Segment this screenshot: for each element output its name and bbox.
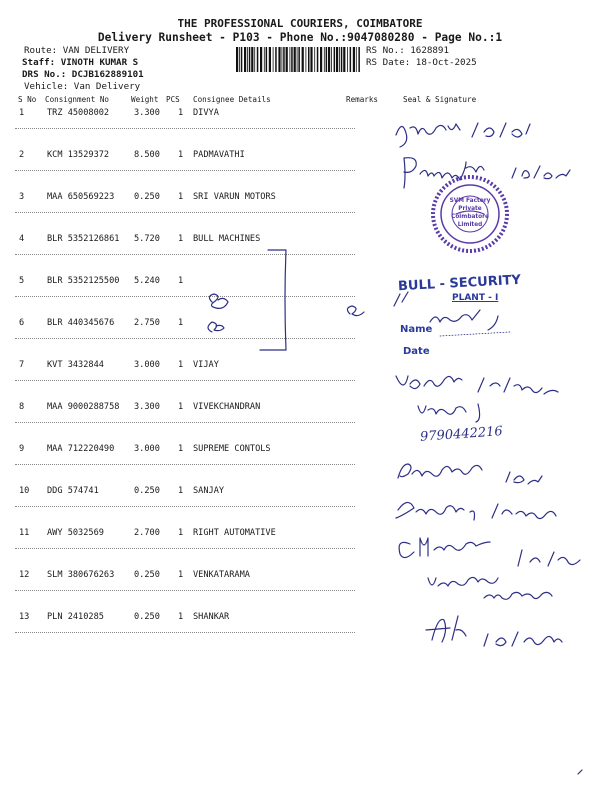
barcode-bar xyxy=(336,47,338,72)
row-divider xyxy=(15,170,355,171)
table-row xyxy=(0,234,600,248)
bracket-mark xyxy=(260,250,286,350)
row-sno: 2 xyxy=(19,150,25,160)
table-row xyxy=(0,360,600,374)
barcode-bar xyxy=(278,47,280,72)
barcode-bar xyxy=(320,47,322,72)
row-pcs: 1 xyxy=(178,402,184,412)
barcode-bar xyxy=(326,47,328,72)
table-row xyxy=(0,402,600,416)
col-remarks: Remarks xyxy=(346,95,379,104)
barcode-bar xyxy=(334,47,336,72)
col-consignee: Consignee Details xyxy=(193,95,271,104)
row-sno: 6 xyxy=(19,318,25,328)
col-pcs: PCS xyxy=(166,95,180,104)
barcode-bar xyxy=(353,47,355,72)
barcode-bar xyxy=(356,47,357,72)
barcode-bar xyxy=(244,47,246,72)
row-weight: 3.300 xyxy=(134,402,160,412)
table-row xyxy=(0,612,600,626)
row-consignee: SHANKAR xyxy=(193,612,230,622)
row-weight: 5.720 xyxy=(134,234,160,244)
security-stamp-title: BULL - SECURITY xyxy=(397,272,522,295)
row-pcs: 1 xyxy=(178,444,184,454)
row-divider xyxy=(15,464,355,465)
rs-number: RS No.: 1628891 xyxy=(366,45,449,56)
barcode-bar xyxy=(236,47,238,72)
row-consignee: VIJAY xyxy=(193,360,219,370)
barcode-bar xyxy=(247,47,248,72)
row-sno: 8 xyxy=(19,402,25,412)
corner-mark xyxy=(578,770,582,774)
barcode-bar xyxy=(286,47,288,72)
row-weight: 8.500 xyxy=(134,150,160,160)
barcode-bar xyxy=(298,47,300,72)
row-pcs: 1 xyxy=(178,234,184,244)
row-consignment: KVT 3432844 xyxy=(47,360,104,370)
rs-date: RS Date: 18-Oct-2025 xyxy=(366,57,477,68)
table-row xyxy=(0,108,600,122)
barcode-bar xyxy=(294,47,296,72)
row-divider xyxy=(15,212,355,213)
row-consignment: BLR 5352126861 xyxy=(47,234,120,244)
table-row xyxy=(0,192,600,206)
row-divider xyxy=(15,590,355,591)
barcode-bar xyxy=(241,47,243,72)
row-sno: 9 xyxy=(19,444,25,454)
table-row xyxy=(0,528,600,542)
row-sno: 10 xyxy=(19,486,30,496)
barcode-bar xyxy=(328,47,330,72)
row-pcs: 1 xyxy=(178,192,184,202)
row-consignee: VENKATARAMA xyxy=(193,570,250,580)
signature-row-1 xyxy=(396,123,530,147)
row-weight: 3.000 xyxy=(134,444,160,454)
row-divider xyxy=(15,548,355,549)
row-pcs: 1 xyxy=(178,360,184,370)
barcode-bar xyxy=(264,47,265,72)
barcode-bar xyxy=(331,47,332,72)
barcode-bar xyxy=(314,47,315,72)
row-pcs: 1 xyxy=(178,528,184,538)
row-sno: 5 xyxy=(19,276,25,286)
company-name: THE PROFESSIONAL COURIERS, COIMBATORE xyxy=(177,17,423,30)
barcode-bar xyxy=(283,47,285,72)
row-consignment: DDG 574741 xyxy=(47,486,99,496)
row-weight: 0.250 xyxy=(134,486,160,496)
col-consignment: Consignment No xyxy=(45,95,110,104)
row-sno: 3 xyxy=(19,192,25,202)
table-row xyxy=(0,318,600,332)
staff-label: Staff: VINOTH KUMAR S xyxy=(22,57,139,68)
table-row xyxy=(0,486,600,500)
barcode-bar xyxy=(350,47,352,72)
security-stamp-subtitle: PLANT - I xyxy=(452,293,499,303)
barcode xyxy=(236,47,362,72)
row-divider xyxy=(15,296,355,297)
row-consignee: RIGHT AUTOMATIVE xyxy=(193,528,276,538)
barcode-bar xyxy=(291,47,293,72)
row-divider xyxy=(15,338,355,339)
route-label: Route: VAN DELIVERY xyxy=(24,45,130,56)
barcode-bar xyxy=(290,47,291,72)
row-consignee: PADMAVATHI xyxy=(193,150,245,160)
table-row xyxy=(0,570,600,584)
barcode-bar xyxy=(306,47,307,72)
barcode-bar xyxy=(347,47,348,72)
row-pcs: 1 xyxy=(178,276,184,286)
col-sno: S No xyxy=(18,95,37,104)
row-consignment: KCM 13529372 xyxy=(47,150,110,160)
row-pcs: 1 xyxy=(178,612,184,622)
row-divider xyxy=(15,128,355,129)
barcode-bar xyxy=(317,47,319,72)
barcode-bar xyxy=(308,47,310,72)
row-divider xyxy=(15,380,355,381)
row-divider xyxy=(15,506,355,507)
barcode-bar xyxy=(341,47,343,72)
row-consignee: VIVEKCHANDRAN xyxy=(193,402,261,412)
security-stamp-name: Name xyxy=(400,324,433,335)
row-consignment: SLM 380676263 xyxy=(47,570,115,580)
barcode-bar xyxy=(269,47,271,72)
barcode-bar xyxy=(273,47,274,72)
barcode-bar xyxy=(358,47,360,72)
signature-row-11 xyxy=(399,538,580,566)
row-consignment: BLR 5352125500 xyxy=(47,276,120,286)
row-consignment: TRZ 45008002 xyxy=(47,108,110,118)
row-weight: 0.250 xyxy=(134,570,160,580)
signature-row-7 xyxy=(396,376,558,394)
row-consignment: MAA 650569223 xyxy=(47,192,115,202)
table-row xyxy=(0,444,600,458)
row-weight: 2.700 xyxy=(134,528,160,538)
barcode-bar xyxy=(239,47,240,72)
row-divider xyxy=(15,632,355,633)
barcode-bar xyxy=(302,47,304,72)
col-weight: Weight xyxy=(131,95,159,104)
row-pcs: 1 xyxy=(178,108,184,118)
row-sno: 11 xyxy=(19,528,30,538)
barcode-bar xyxy=(260,47,262,72)
row-pcs: 1 xyxy=(178,486,184,496)
runsheet-title: Delivery Runsheet - P103 - Phone No.:9047080280 - Page No.:1 xyxy=(97,31,503,44)
row-consignment: PLN 2410285 xyxy=(47,612,104,622)
col-seal-signature: Seal & Signature xyxy=(403,95,477,104)
row-pcs: 1 xyxy=(178,150,184,160)
row-pcs: 1 xyxy=(178,318,184,328)
row-sno: 1 xyxy=(19,108,25,118)
barcode-bar xyxy=(297,47,298,72)
row-consignee: SRI VARUN MOTORS xyxy=(193,192,276,202)
barcode-bar xyxy=(324,47,325,72)
barcode-bar xyxy=(254,47,255,72)
row-divider xyxy=(15,254,355,255)
drs-number: DRS No.: DCJB162889101 xyxy=(22,69,144,80)
row-sno: 13 xyxy=(19,612,30,622)
row-weight: 2.750 xyxy=(134,318,160,328)
row-weight: 0.250 xyxy=(134,612,160,622)
row-sno: 7 xyxy=(19,360,25,370)
row-consignee: SUPREME CONTOLS xyxy=(193,444,271,454)
barcode-bar xyxy=(282,47,283,72)
vehicle-label: Vehicle: Van Delivery xyxy=(24,81,141,92)
signature-row-10 xyxy=(396,502,556,520)
round-seal-text: SVM Factory Private Coimbatore Limited xyxy=(449,198,491,228)
barcode-bar xyxy=(257,47,259,72)
row-sno: 12 xyxy=(19,570,30,580)
barcode-bar xyxy=(251,47,253,72)
barcode-bar xyxy=(266,47,268,72)
row-consignment: AWY 5032569 xyxy=(47,528,104,538)
row-consignee: BULL MACHINES xyxy=(193,234,261,244)
row-consignment: MAA 9000288758 xyxy=(47,402,120,412)
table-row xyxy=(0,150,600,164)
row-consignment: MAA 712220490 xyxy=(47,444,115,454)
row-sno: 4 xyxy=(19,234,25,244)
barcode-bar xyxy=(249,47,251,72)
row-weight: 3.300 xyxy=(134,108,160,118)
row-weight: 3.000 xyxy=(134,360,160,370)
row-weight: 0.250 xyxy=(134,192,160,202)
barcode-bar xyxy=(310,47,312,72)
row-pcs: 1 xyxy=(178,570,184,580)
barcode-bar xyxy=(339,47,340,72)
barcode-bar xyxy=(343,47,345,72)
barcode-bar xyxy=(275,47,277,72)
handwritten-phone: 9790442216 xyxy=(419,424,504,445)
row-consignee: DIVYA xyxy=(193,108,219,118)
signature-row-9 xyxy=(398,464,542,484)
row-divider xyxy=(15,422,355,423)
row-consignee: SANJAY xyxy=(193,486,225,496)
row-consignment: BLR 440345676 xyxy=(47,318,115,328)
row-weight: 5.240 xyxy=(134,276,160,286)
security-stamp-date: Date xyxy=(403,346,430,357)
